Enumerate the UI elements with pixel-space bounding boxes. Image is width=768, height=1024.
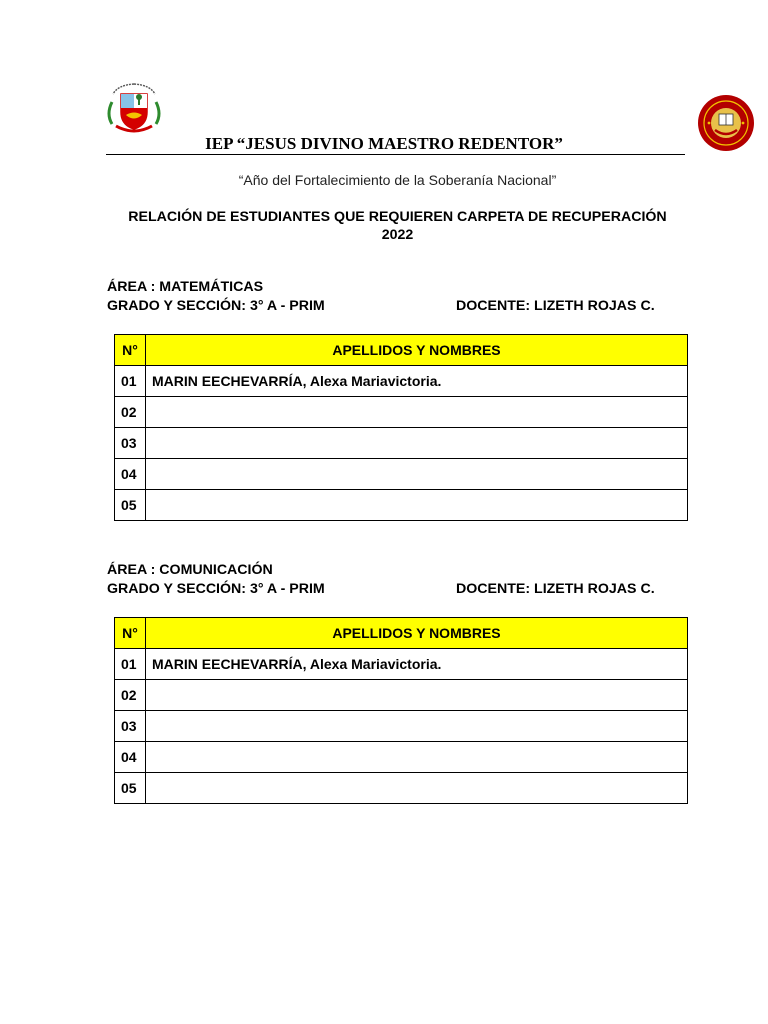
table-row (115, 742, 688, 773)
column-header-names: APELLIDOS Y NOMBRES (146, 618, 688, 649)
section-2-area: ÁREA : COMUNICACIÓN (107, 562, 273, 578)
section-2-grade: GRADO Y SECCIÓN: 3° A - PRIM (107, 581, 325, 597)
student-name-cell (146, 397, 688, 428)
table-row (115, 428, 688, 459)
row-number: 01 (115, 649, 146, 680)
table-header-row (115, 335, 688, 366)
table-row (115, 366, 688, 397)
student-name-cell: MARIN EECHEVARRÍA, Alexa Mariavictoria. (146, 649, 688, 680)
section-1-student-table (114, 334, 688, 521)
row-number: 02 (115, 397, 146, 428)
row-number: 04 (115, 742, 146, 773)
table-row (115, 490, 688, 521)
student-name-cell (146, 428, 688, 459)
section-1-grade: GRADO Y SECCIÓN: 3° A - PRIM (107, 298, 325, 314)
student-name-cell (146, 742, 688, 773)
table-row (115, 711, 688, 742)
table-row (115, 397, 688, 428)
document-title-line1: RELACIÓN DE ESTUDIANTES QUE REQUIEREN CARPETA DE RECUPERACIÓN (128, 209, 667, 225)
table-header-row (115, 618, 688, 649)
student-name-cell (146, 459, 688, 490)
table-row (115, 459, 688, 490)
student-name-cell (146, 680, 688, 711)
row-number: 03 (115, 428, 146, 459)
document-title (0, 208, 768, 244)
table-row (115, 649, 688, 680)
student-name-cell (146, 773, 688, 804)
document-title-year: 2022 (381, 227, 414, 243)
student-name-cell: MARIN EECHEVARRÍA, Alexa Mariavictoria. (146, 366, 688, 397)
row-number: 05 (115, 490, 146, 521)
student-name-cell (146, 711, 688, 742)
table-row (115, 680, 688, 711)
peru-coat-of-arms-logo (104, 80, 164, 134)
table-row (115, 773, 688, 804)
year-motto: “Año del Fortalecimiento de la Soberanía Nacional” (238, 172, 557, 188)
column-header-number: N° (115, 618, 146, 649)
section-1-area: ÁREA : MATEMÁTICAS (107, 279, 264, 295)
section-1-teacher: DOCENTE: LIZETH ROJAS C. (456, 298, 655, 314)
row-number: 01 (115, 366, 146, 397)
column-header-number: N° (115, 335, 146, 366)
row-number: 03 (115, 711, 146, 742)
row-number: 02 (115, 680, 146, 711)
section-2-teacher: DOCENTE: LIZETH ROJAS C. (456, 581, 655, 597)
student-name-cell (146, 490, 688, 521)
school-name: IEP “JESUS DIVINO MAESTRO REDENTOR” (205, 134, 563, 153)
section-2-student-table (114, 617, 688, 804)
row-number: 04 (115, 459, 146, 490)
header-divider (106, 154, 685, 155)
row-number: 05 (115, 773, 146, 804)
column-header-names: APELLIDOS Y NOMBRES (146, 335, 688, 366)
